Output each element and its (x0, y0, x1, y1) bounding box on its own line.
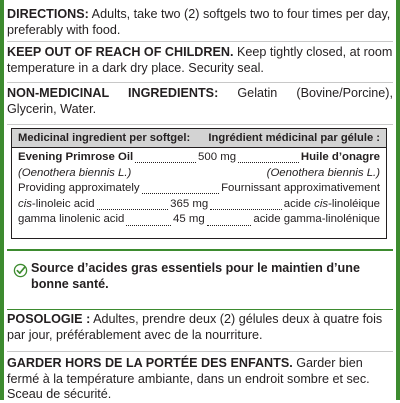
directions-text: Adults, take two (2) softgels two to four times per day, preferably with food. (7, 7, 391, 37)
constituent-en (18, 197, 95, 213)
directions-heading: DIRECTIONS: (7, 7, 89, 21)
dot-leader (210, 199, 282, 210)
divider (7, 351, 393, 352)
dot-leader (238, 152, 299, 163)
latin-name-fr: (Oenothera biennis L.) (266, 166, 380, 179)
posologie-heading: POSOLOGIE : (7, 312, 91, 326)
constituent-fr-pre: acide (283, 197, 315, 210)
posologie-section (7, 312, 393, 343)
right-green-border (396, 0, 400, 400)
divider (7, 309, 393, 310)
table-row (18, 150, 380, 166)
garder-heading: GARDER HORS DE LA PORTÉE DES ENFANTS. (7, 356, 293, 370)
constituent-amount: 45 mg (173, 213, 205, 226)
table-header (12, 129, 386, 148)
constituent-fr: acide gamma-linolénique (253, 213, 380, 226)
dot-leader (207, 215, 252, 226)
constituent-en-italic: cis (18, 197, 32, 210)
garder-section (7, 356, 393, 403)
table-row (18, 197, 380, 213)
table-body (12, 148, 386, 228)
ingredient-name-en: Evening Primrose Oil (18, 151, 134, 163)
non-medicinal-section (7, 86, 393, 117)
left-green-border (0, 0, 4, 400)
claim-text: Source d’acides gras essentiels pour le maintien d’une bonne santé. (31, 261, 360, 291)
table-row (18, 212, 380, 228)
constituent-en: gamma linolenic acid (18, 213, 125, 226)
directions-section (7, 7, 393, 38)
divider (7, 41, 393, 42)
posologie-text: Adultes, prendre deux (2) gélules deux à quatre fois par jour, préférablement avec de la nourriture. (7, 312, 383, 342)
latin-name-en: (Oenothera biennis L.) (18, 166, 132, 179)
ingredient-amount: 500 mg (198, 151, 237, 163)
table-header-english: Medicinal ingredient per softgel: (18, 132, 191, 144)
table-header-french: Ingrédient médicinal par gélule : (208, 132, 380, 144)
ingredient-name-fr: Huile d’onagre (300, 151, 380, 163)
constituent-en-rest: -linoleic acid (31, 197, 95, 210)
table-row (18, 181, 380, 197)
keep-out-text: Keep tightly closed, at room temperature in a dark dry place. Security seal. (7, 45, 393, 75)
dot-leader (97, 199, 169, 210)
non-medicinal-heading: NON-MEDICINAL INGREDIENTS: (7, 86, 219, 100)
divider (7, 82, 393, 83)
keep-out-section (7, 45, 393, 76)
dot-leader (142, 183, 220, 194)
dot-leader (126, 215, 171, 226)
keep-out-heading: KEEP OUT OF REACH OF CHILDREN. (7, 45, 234, 59)
medicinal-ingredient-table (11, 128, 387, 239)
non-medicinal-text: Gelatin (Bovine/Porcine), Glycerin, Water. (7, 86, 393, 116)
dot-leader (135, 152, 196, 163)
constituent-fr-rest: -linoléique (328, 197, 380, 210)
providing-en: Providing approximately (18, 182, 140, 195)
constituent-amount: 365 mg (170, 197, 209, 210)
providing-fr: Fournissant approximativement (221, 182, 380, 195)
divider (7, 124, 393, 125)
checkmark-circle-icon (13, 263, 28, 278)
garder-text: Garder bien fermé à la température ambiante, dans un endroit sombre et sec. Sceau de sécurité. (7, 356, 370, 401)
constituent-fr-italic: cis (314, 197, 329, 210)
constituent-fr (284, 197, 380, 213)
section-divider (7, 249, 393, 251)
table-row (18, 166, 380, 182)
